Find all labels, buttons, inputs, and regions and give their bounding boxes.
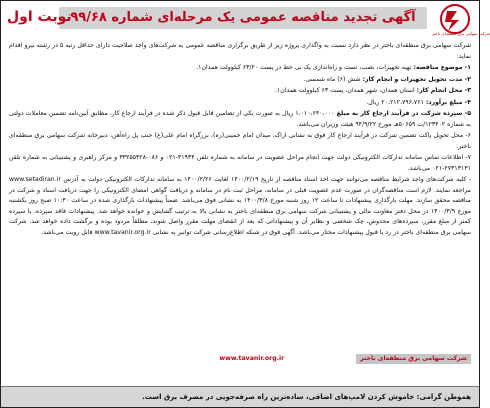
item-subject-label: ۱- موضوع مناقصه: — [413, 64, 471, 71]
item-estimate-text: ۲۰،۲۱۲،۷۹۶،۷۶۱ ریال. — [366, 98, 424, 106]
item-deposit-text: ۱،۰۱۰،۶۴۰،۰۰۰ ریال به صورت یکی از تضامین قابل قبول ذکر شده در فرآیند ارجاع کار، مطابق آیین‌نامه تضمین معاملات دولتی به شماره ۱۲۳۴۰۲/ت ۵۰۶۵۹هـ مورخ ۹۴/۹/۲۲ هیئت وزیران می‌باشد. — [9, 110, 471, 128]
org-footer — [9, 354, 471, 364]
issue-badge: نوبت اول — [7, 9, 72, 25]
intro-paragraph: شرکت سهامی برق منطقه‌ای باختر در نظر دارد نسبت به واگذاری پروژه زیر از طریق برگزاری مناقصه عمومی به شرکت‌های واجد صلاحیت دارای حداقل رتبه ۵ در رشته نیرو اقدام نماید: — [9, 42, 472, 60]
item-estimate — [9, 98, 471, 109]
logo-caption: شرکت سهامی برق منطقه‌ای باختر — [432, 31, 490, 36]
org-signature: شرکت سهامی برق منطقه‌ای باختر — [356, 354, 471, 364]
website-link[interactable]: www.tavanir.org.ir — [219, 355, 285, 362]
ad-header — [1, 1, 490, 37]
ad-body — [9, 41, 471, 239]
item-estimate-label: ۴- مبلغ برآورد: — [425, 98, 471, 106]
item-deposit-label: ۵- سپرده شرکت در فرآیند ارجاع کار به مبلغ — [336, 110, 471, 117]
item-location — [9, 86, 471, 97]
item-deposit — [9, 109, 471, 130]
energy-saving-notice: هموطن گرامی: خاموش کردن لامپ‌های اضافی، ساده‌ترین راه صرفه‌جویی در مصرف برق است. — [1, 386, 479, 407]
item-delivery-address: ۶- محل تحویل پاکت تضمین شرکت در فرآیند ارجاع کار فوق به نشانی اراک، میدان امام خمینی(ره)، بزرگراه امام علی(ع) جنب پل راه‌آهن، دبیرخانه شرکت سهامی برق منطقه‌ای باختر. — [9, 132, 471, 150]
item-duration-text: شش (۶) ماه شمسی. — [303, 75, 361, 83]
item-subject — [9, 63, 471, 74]
item-subject-text: تهیه تجهیزات، نصب، تست و راه‌اندازی یک بی خط در پست ۶۳/۲۰ کیلوولت همدان۱. — [196, 64, 412, 71]
notes-paragraph: - کلیه شرکت‌های واجد شرایط مناقصه می‌توانند جهت اخذ اسناد مناقصه از تاریخ ۱۴۰۰/۲/۱۹ لغایت ۱۴۰۰/۲/۲۶ به سامانه تدارکات الکترونیکی دولت به آدرس www.setadiran.ir مراجعه نمایند. لازم است مناقصه‌گران در صورت عدم عضویت قبلی در سامانه، مراحل ثبت نام در سامانه و دریافت گواهی امضای الکترونیکی را جهت دریافت اسناد و شرکت در مناقصه محقق سازند. مهلت بارگذاری پیشنهادات تا ساعت ۱۲ روز شنبه مورخ ۱۴۰۰/۳/۸ به نشانی فوق می‌باشد. ضمناً پیشنهادات بارگذاری شده در ساعت ۱۰:۳۰ صبح روز یکشنبه مورخ ۱۴۰۰/۳/۹ در محل دفتر معاونت مالی و پشتیبانی شرکت سهامی برق منطقه‌ای باختر به نشانی بالا به ترتیب گشایش و خوانده خواهد شد. پیشنهادات فاقد سپرده، یا سپرده کمتر از مبلغ مقرر، سپرده‌های مخدوش، چک شخصی و نظایر آن و پیشنهاداتی که بعد از انقضای مهلت مقرر واصل شوند، مطلقاً مردود بوده و برگشت داده خواهد شد. شرکت سهامی برق منطقه‌ای باختر در رد یا قبول پیشنهادات مختار می‌باشد. آگهی فوق در شبکه اطلاع‌رسانی شرکت توانیر به نشانی www.tavanir.org.ir قابل رویت می‌باشد. — [9, 176, 471, 236]
item-duration — [9, 75, 471, 86]
item-location-text: استان همدان، شهر همدان، پست ۶۳ کیلوولت همدان۱. — [274, 87, 415, 94]
item-location-label: ۳- محل انجام کار: — [416, 87, 471, 94]
item-contact-info: ۷- اطلاعات تماس سامانه تدارکات الکترونیکی دولت جهت انجام مراحل عضویت در سامانه به شماره تلفن ۴۱۹۳۴-۰۲۱ و ۰۸۶-۳۳۲۵۵۴۲۸ و مرکز راهبری و پشتیبانی به شماره تلفن ۲۷۳۱۳۱۳۱-۰۲۱ می‌باشد. — [9, 154, 471, 172]
ad-title: آگهی تجدید مناقصه عمومی یک مرحله‌ای شماره ۹۹/۶۸ — [59, 7, 427, 29]
item-duration-label: ۲- مدت تحویل تجهیزات و انجام کار: — [362, 75, 471, 83]
